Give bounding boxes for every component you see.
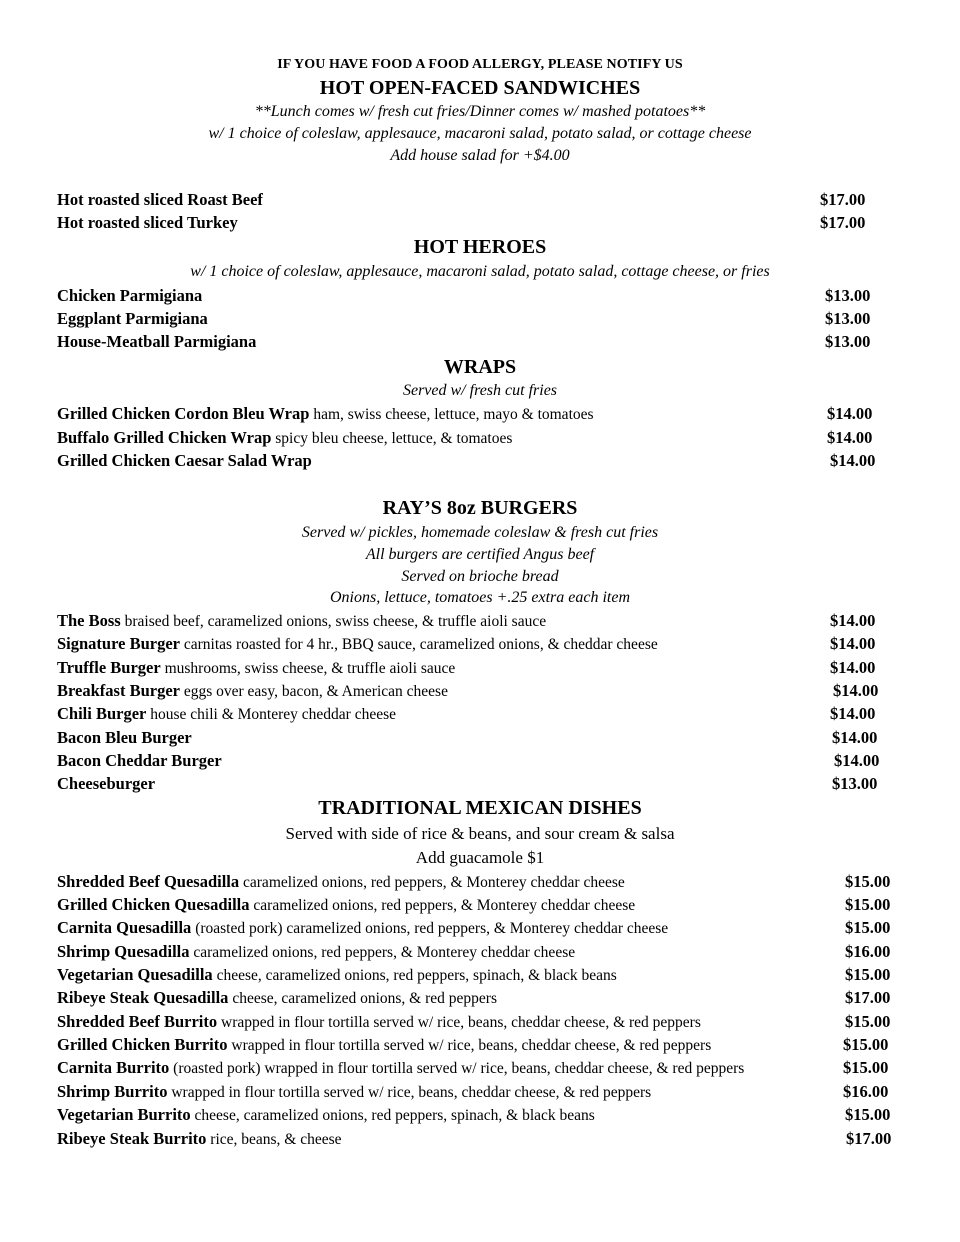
menu-item xyxy=(57,728,192,748)
menu-item-price: $15.00 xyxy=(845,965,891,984)
menu-item-name: Chili Burger xyxy=(57,704,147,723)
menu-item-name: Signature Burger xyxy=(57,634,180,653)
menu-item-price: $15.00 xyxy=(845,872,891,891)
section-note: Served w/ fresh cut fries xyxy=(402,382,558,399)
menu-item-price: $14.00 xyxy=(830,658,876,677)
section-note: w/ 1 choice of coleslaw, applesauce, macaroni salad, potato salad, or cottage cheese xyxy=(208,125,752,142)
section-note: Served with side of rice & beans, and sour cream & salsa xyxy=(285,824,675,843)
menu-item xyxy=(57,774,155,794)
menu-item-price: $15.00 xyxy=(843,1035,889,1054)
menu-item-price: $17.00 xyxy=(820,190,866,209)
menu-item-description: rice, beans, & cheese xyxy=(206,1131,342,1148)
menu-item-description: (roasted pork) caramelized onions, red peppers, & Monterey cheddar cheese xyxy=(191,920,669,937)
menu-item-description: cheese, caramelized onions, red peppers, spinach, & black beans xyxy=(212,967,617,984)
menu-item xyxy=(57,988,497,1008)
menu-item xyxy=(57,895,635,915)
wraps-section-title: WRAPS xyxy=(443,356,517,378)
menu-item-price: $15.00 xyxy=(845,1105,891,1124)
menu-item-name: Bacon Bleu Burger xyxy=(57,728,192,747)
menu-item-price: $16.00 xyxy=(845,942,891,961)
menu-item-name: Cheeseburger xyxy=(57,774,156,793)
menu-item xyxy=(57,190,263,210)
menu-item-description: cheese, caramelized onions, red peppers, spinach, & black beans xyxy=(190,1107,595,1124)
menu-item-name: Buffalo Grilled Chicken Wrap xyxy=(57,428,272,447)
menu-item-price: $15.00 xyxy=(845,895,891,914)
menu-item-price: $14.00 xyxy=(827,428,873,447)
menu-item-price: $14.00 xyxy=(832,728,878,747)
menu-item-description: cheese, caramelized onions, & red peppers xyxy=(228,990,497,1007)
menu-item-name: Shrimp Quesadilla xyxy=(57,942,190,961)
menu-item-name: Vegetarian Burrito xyxy=(57,1105,191,1124)
menu-item xyxy=(57,428,512,448)
menu-item-price: $16.00 xyxy=(843,1082,889,1101)
menu-item-description: carnitas roasted for 4 hr., BBQ sauce, caramelized onions, & cheddar cheese xyxy=(180,636,658,653)
menu-item xyxy=(57,1105,595,1125)
heroes-section-title: HOT HEROES xyxy=(413,236,547,258)
menu-item-name: Vegetarian Quesadilla xyxy=(57,965,213,984)
menu-item xyxy=(57,1082,651,1102)
menu-item-description: caramelized onions, red peppers, & Monterey cheddar cheese xyxy=(239,874,625,891)
menu-item xyxy=(57,309,208,329)
menu-item-name: Bacon Cheddar Burger xyxy=(57,751,222,770)
menu-item-description: (roasted pork) wrapped in flour tortilla served w/ rice, beans, cheddar cheese, & red peppers xyxy=(169,1060,745,1077)
menu-item xyxy=(57,213,238,233)
menu-item-price: $14.00 xyxy=(830,704,876,723)
menu-item xyxy=(57,611,546,631)
menu-item-name: Grilled Chicken Cordon Bleu Wrap xyxy=(57,404,310,423)
menu-item-price: $14.00 xyxy=(830,611,876,630)
menu-item-description: ham, swiss cheese, lettuce, mayo & tomatoes xyxy=(309,406,594,423)
menu-item-price: $17.00 xyxy=(820,213,866,232)
menu-item-name: Hot roasted sliced Turkey xyxy=(57,213,238,232)
menu-item-name: House-Meatball Parmigiana xyxy=(57,332,257,351)
menu-item-name: Grilled Chicken Caesar Salad Wrap xyxy=(57,451,312,470)
menu-item-name: Ribeye Steak Quesadilla xyxy=(57,988,229,1007)
menu-item xyxy=(57,332,256,352)
menu-item xyxy=(57,751,222,771)
section-note: All burgers are certified Angus beef xyxy=(365,546,595,563)
menu-item xyxy=(57,872,625,892)
menu-item-description: caramelized onions, red peppers, & Monterey cheddar cheese xyxy=(189,944,576,961)
menu-item-price: $15.00 xyxy=(843,1058,889,1077)
section-note: **Lunch comes w/ fresh cut fries/Dinner comes w/ mashed potatoes** xyxy=(254,103,706,120)
menu-item xyxy=(57,965,617,985)
menu-item-name: Ribeye Steak Burrito xyxy=(57,1129,207,1148)
section-note: Add guacamole $1 xyxy=(415,848,545,867)
menu-item xyxy=(57,451,312,471)
menu-item-price: $13.00 xyxy=(832,774,878,793)
menu-item-price: $14.00 xyxy=(833,681,879,700)
menu-item-name: Carnita Burrito xyxy=(57,1058,170,1077)
menu-item-name: The Boss xyxy=(57,611,121,630)
menu-item-description: house chili & Monterey cheddar cheese xyxy=(146,706,397,723)
menu-item-name: Grilled Chicken Burrito xyxy=(57,1035,228,1054)
menu-item xyxy=(57,1035,711,1055)
menu-item-name: Grilled Chicken Quesadilla xyxy=(57,895,250,914)
menu-item xyxy=(57,658,455,678)
burgers-section-title: RAY’S 8oz BURGERS xyxy=(382,497,578,519)
menu-item-price: $17.00 xyxy=(845,988,891,1007)
menu-item-name: Hot roasted sliced Roast Beef xyxy=(57,190,263,209)
menu-item xyxy=(57,1012,701,1032)
menu-item-description: mushrooms, swiss cheese, & truffle aioli sauce xyxy=(160,660,456,677)
menu-item-price: $13.00 xyxy=(825,309,871,328)
menu-item xyxy=(57,681,448,701)
menu-item xyxy=(57,942,575,962)
menu-item-price: $13.00 xyxy=(825,286,871,305)
mexican-section-title: TRADITIONAL MEXICAN DISHES xyxy=(318,797,642,819)
menu-item-description: wrapped in flour tortilla served w/ rice, beans, cheddar cheese, & red peppers xyxy=(167,1084,652,1101)
menu-item-name: Carnita Quesadilla xyxy=(57,918,192,937)
menu-item-description: wrapped in flour tortilla served w/ rice, beans, cheddar cheese, & red peppers xyxy=(227,1037,712,1054)
menu-item-price: $14.00 xyxy=(830,634,876,653)
section-note: Served w/ pickles, homemade coleslaw & fresh cut fries xyxy=(301,524,659,541)
section-note: w/ 1 choice of coleslaw, applesauce, macaroni salad, potato salad, cottage cheese, or fries xyxy=(190,263,770,280)
menu-item-price: $15.00 xyxy=(845,1012,891,1031)
menu-item-name: Breakfast Burger xyxy=(57,681,180,700)
menu-item-description: braised beef, caramelized onions, swiss cheese, & truffle aioli sauce xyxy=(120,613,547,630)
menu-item xyxy=(57,1058,744,1078)
section-note: Onions, lettuce, tomatoes +.25 extra each item xyxy=(329,589,631,606)
menu-item-name: Truffle Burger xyxy=(57,658,161,677)
menu-item-name: Shrimp Burrito xyxy=(57,1082,168,1101)
section-note: Served on brioche bread xyxy=(401,568,559,585)
menu-item-price: $14.00 xyxy=(827,404,873,423)
menu-item-description: eggs over easy, bacon, & American cheese xyxy=(179,683,448,700)
menu-item-price: $14.00 xyxy=(834,751,880,770)
menu-item-price: $14.00 xyxy=(830,451,876,470)
menu-item xyxy=(57,918,668,938)
menu-item-name: Chicken Parmigiana xyxy=(57,286,203,305)
menu-item-description: wrapped in flour tortilla served w/ rice, beans, cheddar cheese, & red peppers xyxy=(217,1014,701,1031)
menu-item-name: Shredded Beef Burrito xyxy=(57,1012,218,1031)
open-faced-section-title: HOT OPEN-FACED SANDWICHES xyxy=(319,77,641,99)
menu-item-name: Eggplant Parmigiana xyxy=(57,309,208,328)
menu-item xyxy=(57,634,658,654)
menu-item-price: $13.00 xyxy=(825,332,871,351)
menu-item-name: Shredded Beef Quesadilla xyxy=(57,872,240,891)
menu-item xyxy=(57,286,202,306)
section-note: Add house salad for +$4.00 xyxy=(390,147,570,164)
menu-item xyxy=(57,1129,342,1149)
menu-item-price: $17.00 xyxy=(846,1129,892,1148)
menu-item-description: caramelized onions, red peppers, & Monterey cheddar cheese xyxy=(249,897,636,914)
menu-item xyxy=(57,704,396,724)
menu-item xyxy=(57,404,594,424)
menu-item-description: spicy bleu cheese, lettuce, & tomatoes xyxy=(271,430,513,447)
allergy-notice: IF YOU HAVE FOOD A FOOD ALLERGY, PLEASE NOTIFY US xyxy=(277,57,683,72)
menu-item-price: $15.00 xyxy=(845,918,891,937)
